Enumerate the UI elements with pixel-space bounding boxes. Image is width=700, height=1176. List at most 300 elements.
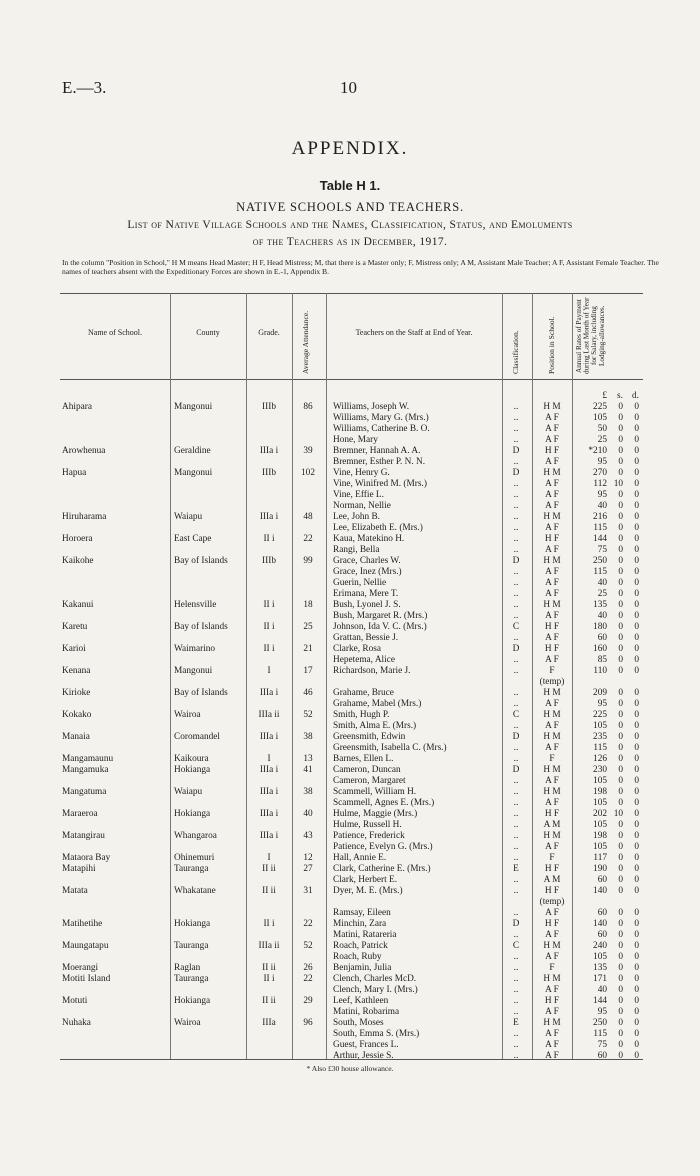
attendance: 12 [303, 853, 313, 863]
position: H M [543, 732, 561, 742]
table-row [0, 765, 700, 776]
table-row [0, 600, 700, 611]
county: Hokianga [174, 919, 211, 929]
table-row [0, 523, 700, 534]
grade: II ii [262, 864, 276, 874]
salary-pounds: 180 [593, 622, 607, 632]
classification: .. [513, 776, 519, 786]
position: A F [545, 457, 559, 467]
salary-pounds: 110 [593, 666, 607, 676]
table-row [0, 545, 700, 556]
teacher-name: Barnes, Ellen L. [333, 754, 394, 764]
table-row [0, 875, 700, 886]
attendance: 102 [301, 468, 315, 478]
school-name: Matangirau [62, 831, 105, 841]
salary-shillings: 0 [618, 820, 623, 830]
salary-pounds: 95 [597, 490, 607, 500]
table-heading: NATIVE SCHOOLS AND TEACHERS. [236, 200, 464, 214]
attendance: 52 [303, 941, 313, 951]
salary-pence: 0 [634, 919, 639, 929]
classification: .. [513, 567, 519, 577]
salary-pounds: 40 [597, 578, 607, 588]
salary-pence: 0 [634, 435, 639, 445]
grade: II i [263, 919, 275, 929]
table-row [0, 908, 700, 919]
grade: IIIa i [259, 765, 279, 775]
teacher-name: Williams, Joseph W. [333, 402, 410, 412]
salary-shillings: 0 [618, 1040, 623, 1050]
grade: I [267, 666, 271, 676]
position: A F [545, 479, 559, 489]
classification: .. [513, 479, 519, 489]
classification: .. [513, 842, 519, 852]
attendance: 26 [303, 963, 313, 973]
county: Tauranga [174, 864, 209, 874]
school-name: Horoera [62, 534, 93, 544]
table-row [0, 688, 700, 699]
position: A F [545, 1029, 559, 1039]
position: H F [544, 622, 560, 632]
salary-pence: 0 [634, 743, 639, 753]
teacher-name: Clark, Herbert E. [333, 875, 398, 885]
county: Bay of Islands [174, 556, 228, 566]
county: Waiapu [174, 512, 203, 522]
county: Wairoa [174, 1018, 201, 1028]
teacher-name: Matini, Robarima [333, 1007, 400, 1017]
attendance: 25 [303, 622, 313, 632]
col-header-grade: Grade. [258, 328, 280, 337]
grade: IIIa [262, 1018, 276, 1028]
grade: I [267, 853, 271, 863]
unit-shillings: s. [617, 391, 623, 401]
salary-shillings: 0 [618, 798, 623, 808]
salary-pounds: 144 [593, 534, 607, 544]
salary-shillings: 0 [618, 534, 623, 544]
salary-pounds: 25 [597, 435, 607, 445]
classification: .. [513, 1051, 519, 1061]
salary-shillings: 0 [618, 446, 623, 456]
salary-shillings: 0 [618, 908, 623, 918]
teacher-name: Arthur, Jessie S. [333, 1051, 394, 1061]
salary-pence: 0 [634, 699, 639, 709]
salary-pounds: 50 [597, 424, 607, 434]
salary-pence: 0 [634, 1029, 639, 1039]
salary-pence: 0 [634, 600, 639, 610]
salary-pounds: 160 [593, 644, 607, 654]
salary-pounds: 126 [593, 754, 607, 764]
attendance: 96 [303, 1018, 313, 1028]
classification: .. [513, 985, 519, 995]
position: F [549, 853, 555, 863]
table-row [0, 853, 700, 864]
school-name: Manaia [62, 732, 90, 742]
table-row [0, 611, 700, 622]
salary-shillings: 0 [618, 501, 623, 511]
school-name: Kenana [62, 666, 91, 676]
attendance: 29 [303, 996, 313, 1006]
salary-pence: 0 [634, 1040, 639, 1050]
salary-pence: 0 [634, 567, 639, 577]
teacher-name: Clarke, Rosa [333, 644, 382, 654]
salary-pence: 0 [634, 963, 639, 973]
salary-shillings: 0 [618, 633, 623, 643]
teacher-name: Richardson, Marie J. [333, 666, 411, 676]
position: F [549, 963, 555, 973]
salary-pence: 0 [634, 710, 639, 720]
salary-pence: 0 [634, 831, 639, 841]
position: A F [545, 908, 559, 918]
school-name: Maraeroa [62, 809, 98, 819]
salary-shillings: 0 [618, 765, 623, 775]
salary-shillings: 0 [618, 622, 623, 632]
classification: .. [513, 875, 519, 885]
classification: .. [513, 611, 519, 621]
position: H M [543, 974, 561, 984]
teacher-name: Cameron, Duncan [333, 765, 401, 775]
teacher-name: Lee, Elizabeth E. (Mrs.) [333, 523, 423, 533]
teacher-name: Greensmith, Edwin [333, 732, 406, 742]
position: A F [545, 501, 559, 511]
classification: .. [513, 1007, 519, 1017]
classification: E [513, 1018, 519, 1028]
salary-pounds: 171 [593, 974, 607, 984]
salary-pounds: 95 [597, 1007, 607, 1017]
position: H F [544, 919, 560, 929]
salary-pence: 0 [634, 787, 639, 797]
salary-shillings: 0 [618, 556, 623, 566]
position: A F [545, 578, 559, 588]
salary-pence: 0 [634, 589, 639, 599]
salary-shillings: 0 [618, 919, 623, 929]
salary-pounds: 190 [593, 864, 607, 874]
salary-pounds: 25 [597, 589, 607, 599]
grade: I [267, 754, 271, 764]
teacher-name: Ramsay, Eileen [333, 908, 391, 918]
classification: .. [513, 523, 519, 533]
salary-pounds: 112 [593, 479, 607, 489]
classification: .. [513, 1029, 519, 1039]
table-row [0, 897, 700, 908]
salary-shillings: 0 [618, 787, 623, 797]
salary-pence: 0 [634, 798, 639, 808]
county: Mangonui [174, 468, 213, 478]
classification: .. [513, 688, 519, 698]
teacher-name: Hepetema, Alice [333, 655, 395, 665]
salary-pounds: 225 [593, 402, 607, 412]
teacher-name: Vine, Effie L. [333, 490, 384, 500]
teacher-name: South, Emma S. (Mrs.) [333, 1029, 420, 1039]
position: H M [543, 402, 561, 412]
county: Whangaroa [174, 831, 217, 841]
position: H M [543, 941, 561, 951]
classification: .. [513, 1040, 519, 1050]
school-name: Moerangi [62, 963, 99, 973]
table-row [0, 864, 700, 875]
position: H F [544, 534, 560, 544]
teacher-name: Grace, Inez (Mrs.) [333, 567, 402, 577]
salary-pence: 0 [634, 512, 639, 522]
salary-shillings: 0 [618, 413, 623, 423]
position: A F [545, 545, 559, 555]
teacher-name: Grahame, Bruce [333, 688, 394, 698]
school-name: Mataora Bay [62, 853, 111, 863]
salary-shillings: 0 [618, 644, 623, 654]
salary-pence: 0 [634, 996, 639, 1006]
salary-shillings: 0 [618, 886, 623, 896]
classification: .. [513, 743, 519, 753]
table-row [0, 809, 700, 820]
salary-pounds: 105 [593, 776, 607, 786]
table-row [0, 721, 700, 732]
classification: .. [513, 501, 519, 511]
unit-pence: d. [632, 391, 639, 401]
grade: IIIa ii [258, 941, 280, 951]
attendance: 52 [303, 710, 313, 720]
salary-shillings: 0 [618, 468, 623, 478]
teacher-name: Smith, Alma E. (Mrs.) [333, 721, 417, 731]
position: A F [545, 930, 559, 940]
teacher-name: Scammell, William H. [333, 787, 417, 797]
salary-pence: 0 [634, 809, 639, 819]
salary-shillings: 0 [618, 952, 623, 962]
col-header-salary: Annual Rates of Payment during Last Month of Year for Salary, including Lodging-allowances. [575, 297, 606, 375]
position: A F [545, 435, 559, 445]
position: H M [543, 787, 561, 797]
salary-shillings: 0 [618, 490, 623, 500]
attendance: 38 [303, 732, 313, 742]
salary-pounds: 202 [593, 809, 607, 819]
grade: IIIa i [259, 512, 279, 522]
header-bottom-rule [60, 379, 643, 380]
salary-shillings: 10 [613, 479, 623, 489]
classification: .. [513, 787, 519, 797]
salary-shillings: 10 [613, 809, 623, 819]
position: F [549, 754, 555, 764]
table-row [0, 655, 700, 666]
classification: .. [513, 435, 519, 445]
grade: II i [263, 600, 275, 610]
teacher-name: Dyer, M. E. (Mrs.) [333, 886, 403, 896]
salary-pounds: 235 [593, 732, 607, 742]
salary-shillings: 0 [618, 578, 623, 588]
table-row [0, 567, 700, 578]
teacher-name: Roach, Patrick [333, 941, 388, 951]
position: A F [545, 490, 559, 500]
classification: C [512, 622, 520, 632]
salary-pounds: 60 [597, 875, 607, 885]
table-row [0, 710, 700, 721]
position: H M [543, 688, 561, 698]
position: H F [544, 864, 560, 874]
salary-pence: 0 [634, 853, 639, 863]
classification: E [513, 864, 519, 874]
teacher-name: Grattan, Bessie J. [333, 633, 399, 643]
position: A F [545, 776, 559, 786]
salary-pounds: 105 [593, 721, 607, 731]
classification: C [512, 941, 520, 951]
school-name: Mangamaunu [62, 754, 114, 764]
classification: .. [513, 831, 519, 841]
school-name: Matihetihe [62, 919, 103, 929]
salary-pence: 0 [634, 413, 639, 423]
salary-shillings: 0 [618, 875, 623, 885]
salary-pounds: 105 [593, 842, 607, 852]
table-row [0, 468, 700, 479]
table-row [0, 1018, 700, 1029]
school-name: Matapihi [62, 864, 96, 874]
table-row [0, 666, 700, 677]
salary-pounds: 75 [597, 1040, 607, 1050]
table-row [0, 501, 700, 512]
table-row [0, 556, 700, 567]
classification: .. [513, 589, 519, 599]
salary-pounds: 144 [593, 996, 607, 1006]
salary-pence: 0 [634, 842, 639, 852]
position: A F [545, 567, 559, 577]
teacher-name: Greensmith, Isabella C. (Mrs.) [333, 743, 447, 753]
teacher-name: Lee, John B. [333, 512, 380, 522]
grade: IIIa i [259, 688, 279, 698]
salary-pounds: 60 [597, 1051, 607, 1061]
school-name: Kaikohe [62, 556, 94, 566]
school-name: Mangatuma [62, 787, 107, 797]
salary-pence: 0 [634, 501, 639, 511]
grade: IIIa i [259, 831, 279, 841]
county: Bay of Islands [174, 622, 228, 632]
table-row [0, 974, 700, 985]
county: Geraldine [174, 446, 211, 456]
county: Whakatane [174, 886, 216, 896]
salary-pence: 0 [634, 545, 639, 555]
school-name: Maungatapu [62, 941, 109, 951]
salary-pence: 0 [634, 1007, 639, 1017]
teacher-name: Rangi, Bella [333, 545, 380, 555]
grade: II i [263, 644, 275, 654]
grade: II i [263, 974, 275, 984]
salary-shillings: 0 [618, 974, 623, 984]
col-header-attendance: Average Attendance. [301, 310, 310, 374]
salary-shillings: 0 [618, 600, 623, 610]
salary-shillings: 0 [618, 1018, 623, 1028]
classification: .. [513, 633, 519, 643]
grade: II ii [262, 996, 276, 1006]
teacher-name: Benjamin, Julia [333, 963, 392, 973]
salary-pounds: 209 [593, 688, 607, 698]
table-row [0, 578, 700, 589]
salary-shillings: 0 [618, 941, 623, 951]
teacher-name: Kaua, Matekino H. [333, 534, 405, 544]
position: A F [545, 589, 559, 599]
position: H M [543, 512, 561, 522]
position: A M [543, 820, 561, 830]
table-row [0, 776, 700, 787]
position: H M [543, 710, 561, 720]
county: Mangonui [174, 402, 213, 412]
salary-shillings: 0 [618, 402, 623, 412]
county: Wairoa [174, 710, 201, 720]
classification: D [512, 919, 520, 929]
salary-shillings: 0 [618, 666, 623, 676]
salary-shillings: 0 [618, 567, 623, 577]
teacher-name: Guest, Frances L. [333, 1040, 399, 1050]
col-header-classification: Classification. [511, 330, 520, 374]
col-header-school: Name of School. [88, 328, 142, 337]
position: A F [545, 1007, 559, 1017]
salary-shillings: 0 [618, 1029, 623, 1039]
position: A F [545, 798, 559, 808]
appendix-title: APPENDIX. [291, 138, 409, 159]
classification: .. [513, 490, 519, 500]
table-row [0, 831, 700, 842]
teacher-name: Cameron, Margaret [333, 776, 406, 786]
grade: IIIb [262, 468, 276, 478]
teacher-name: Bush, Lyonel J. S. [333, 600, 401, 610]
teacher-name: Scammell, Agnes E. (Mrs.) [333, 798, 435, 808]
position: A F [545, 985, 559, 995]
position: A F [545, 1051, 559, 1061]
salary-pence: 0 [634, 952, 639, 962]
classification: .. [513, 457, 519, 467]
classification: D [512, 556, 520, 566]
position: (temp) [539, 897, 565, 907]
school-name: Karioi [62, 644, 86, 654]
table-row [0, 413, 700, 424]
table-row [0, 886, 700, 897]
salary-pounds: 115 [593, 567, 607, 577]
school-name: Mangamuka [62, 765, 109, 775]
county: Waimarino [174, 644, 216, 654]
classification: C [512, 710, 520, 720]
page-number: 10 [340, 78, 357, 97]
position: H M [543, 831, 561, 841]
teacher-name: Bush, Margaret R. (Mrs.) [333, 611, 428, 621]
classification: D [512, 732, 520, 742]
position: A F [545, 413, 559, 423]
salary-shillings: 0 [618, 732, 623, 742]
county: Ohinemuri [174, 853, 215, 863]
unit-pounds: £ [602, 391, 607, 401]
salary-shillings: 0 [618, 754, 623, 764]
grade: IIIb [262, 556, 276, 566]
classification: .. [513, 996, 519, 1006]
salary-pence: 0 [634, 974, 639, 984]
teacher-name: Leef, Kathleen [333, 996, 389, 1006]
table-bottom-rule [60, 1059, 643, 1060]
teacher-name: Norman, Nellie [333, 501, 391, 511]
table-row [0, 743, 700, 754]
classification: D [512, 644, 520, 654]
teacher-name: Minchin, Zara [333, 919, 387, 929]
salary-pence: 0 [634, 985, 639, 995]
county: Coromandel [174, 732, 220, 742]
table-row [0, 534, 700, 545]
classification: .. [513, 424, 519, 434]
position: A F [545, 655, 559, 665]
table-row [0, 644, 700, 655]
col-header-county: County [196, 328, 220, 337]
salary-pounds: 250 [593, 556, 607, 566]
salary-pence: 0 [634, 930, 639, 940]
classification: D [512, 446, 520, 456]
salary-pence: 0 [634, 732, 639, 742]
classification: .. [513, 721, 519, 731]
salary-pounds: 135 [593, 600, 607, 610]
salary-pence: 0 [634, 908, 639, 918]
position: A F [545, 952, 559, 962]
position: A F [545, 424, 559, 434]
explanatory-note: In the column "Position in School," H M means Head Master; H F, Head Mistress; M, that there is a Master only; F, Mistress only; A M, Assistant Male Teacher; A F, Assistant Female Teacher. The names of teachers absent with the Expeditionary Forces are shown in E.-1, Appendix B. [62, 258, 659, 277]
salary-pounds: 216 [593, 512, 607, 522]
